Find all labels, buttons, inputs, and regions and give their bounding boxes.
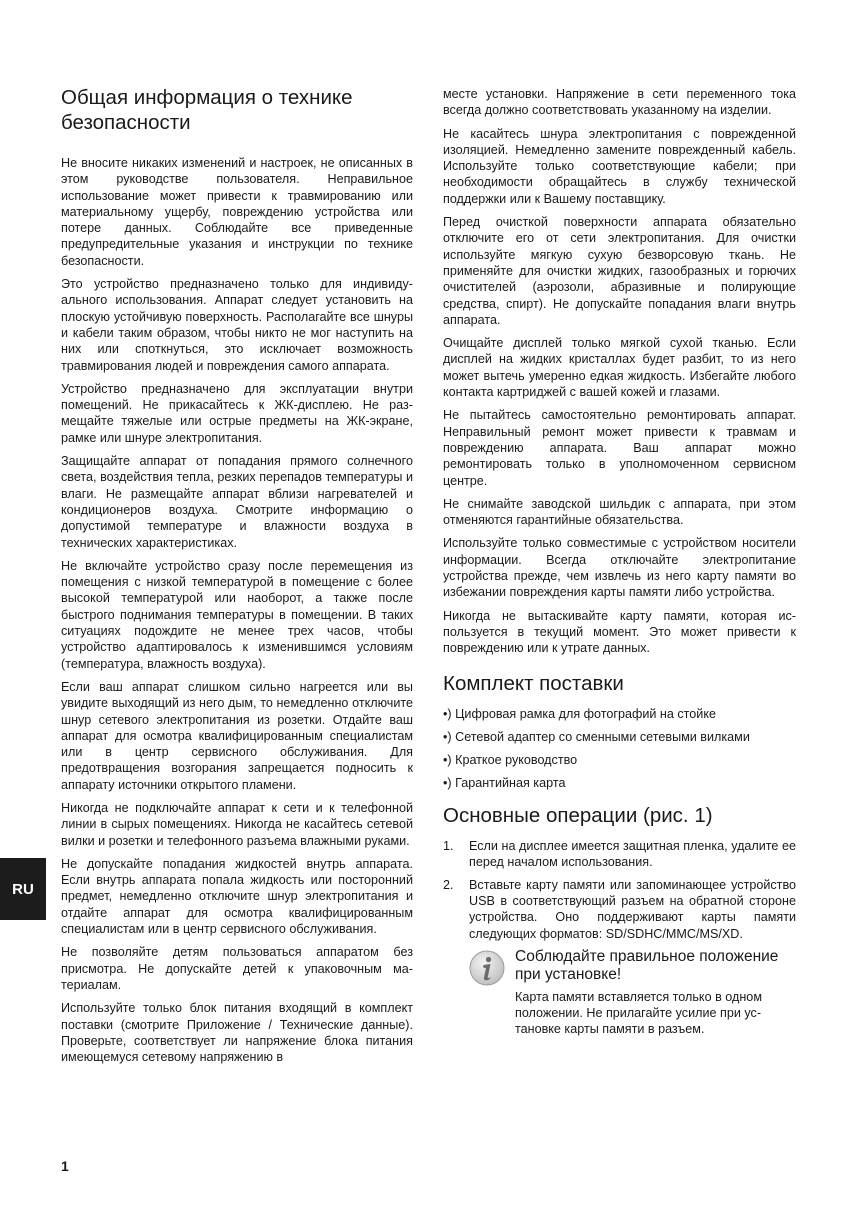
safety-paragraph-11: месте установки. Напряжение в сети переменного тока всегда должно соответствовать указанному на изделии. [443, 87, 796, 118]
ops-step [443, 838, 796, 871]
note-text: Карта памяти вставляется только в одном положении. Не прилагайте усилие при установке карты памяти в разъем. [515, 989, 762, 1037]
info-icon [469, 950, 505, 986]
safety-paragraph-17: Используйте только совместимые с устройством носители информации. Всегда отключайте электропитание устройства прежде, чем извлечь из него карту памяти во избежании повреждения карты памяти либо устройства. [443, 536, 796, 600]
list-item: •) Сетевой адаптер со сменными сетевыми вилками [443, 729, 750, 744]
step-number: 2. [443, 877, 454, 892]
safety-paragraph-18: Никогда не вытаскивайте карту памяти, которая используется в текущий момент. Это может привести к повреждению или к утрате данных. [443, 608, 796, 656]
step-number: 1. [443, 839, 454, 854]
safety-paragraph-16: Не снимайте заводской шильдик с аппарата, при этом отменяются гарантийные обязательства. [443, 496, 796, 528]
safety-paragraph-7: Никогда не подключайте аппарат к сети и к телефонной линии в сырых помещениях. Никогда не касайтесь сетевой вилки и розетки и телефонного разъема влажными руками. [61, 800, 413, 848]
safety-paragraph-2: Это устройство предназначено только для индивидуального использования. Аппарат следует установить на плоскую устойчивую поверхность. Располагайте все шнуры и кабели таким образом, чтобы никто не мог наступить на них или споткнуться, это исключает возможность травмирования людей и повреждения самого аппарата. [61, 277, 413, 373]
safety-paragraph-3: Устройство предназначено для эксплуатации внутри помещений. Не прикасайтесь к ЖК-дисплею. Не размещайте тяжелые или острые предметы на ЖК-экране, рамке или шнуре электропитания. [61, 381, 413, 445]
safety-paragraph-4: Защищайте аппарат от попадания прямого солнечного света, воздействия тепла, резких перепадов температуры и влаги. Не размещайте аппарат вблизи нагревателей и кондиционеров воздуха. Смотрите информацию о допустимой температуре и влажности воздуха в технических характеристиках. [61, 454, 413, 550]
list-item: •) Гарантийная карта [443, 775, 566, 790]
note-body [515, 948, 796, 1038]
safety-paragraph-8: Не допускайте попадания жидкостей внутрь аппарата. Если внутрь аппарата попала жидкость или посторонний предмет, немедленно отключите шнур электропитания и отдайте аппарат для осмотра квалифицированным специалистам или в центр сервисного обслуживания. [61, 856, 413, 937]
kit-list [443, 706, 796, 792]
kit-heading: Комплект поставки [443, 671, 624, 695]
safety-paragraph-10: Используйте только блок питания входящий в комплект поставки (смотрите Приложение / Технические данные). Проверьте, соответствует ли напряжение блока питания имеющемуся сетевому напряжению в [61, 1001, 413, 1065]
safety-paragraph-15: Не пытайтесь самостоятельно ремонтировать аппарат. Неправильный ремонт может привести к травмам и повреждению аппарата. Ваш аппарат можно ремонтировать только в уполномоченном сервисном центре. [443, 408, 796, 488]
right-column [443, 86, 796, 1038]
safety-paragraph-9: Не позволяйте детям пользоваться аппаратом без присмотра. Не допускайте детей к упаковочным материалам. [61, 945, 413, 992]
ops-list [443, 838, 796, 942]
language-tab: RU [0, 858, 46, 920]
info-note [469, 948, 796, 1038]
safety-heading: Общая информация о технике безопасности [61, 86, 353, 134]
note-title: Соблюдайте правильное положение при установке! [515, 947, 779, 984]
safety-paragraph-13: Перед очисткой поверхности аппарата обязательно отключите его от сети электропитания. Для очистки используйте мягкую сухую безворсовую ткань. Не применяйте для очистки жидких, газообразных и горючих очистителей (аэрозоли, абразивные и полирующие средства, спирт). Не допускайте попадания влаги внутрь аппарата. [443, 215, 796, 327]
ops-step [443, 877, 796, 942]
ops-heading: Основные операции (рис. 1) [443, 804, 713, 828]
list-item: •) Цифровая рамка для фотографий на стойке [443, 706, 716, 721]
safety-paragraph-14: Очищайте дисплей только мягкой сухой тканью. Если дисплей на жидких кристаллах будет разбит, то из него может вытечь умеренно едкая жидкость. Избегайте любого контакта картриджей с вашей кожей и глазами. [443, 336, 796, 400]
safety-paragraph-12: Не касайтесь шнура электропитания с поврежденной изоляцией. Немедленно замените поврежденный кабель. Используйте только соответствующие кабели; при необходимости обращайтесь в службу технической поддержки или к Вашему поставщику. [443, 126, 796, 206]
safety-paragraph-1: Не вносите никаких изменений и настроек, не описанных в этом руководстве пользователя. Неправильное использование может привести к травмированию или материальному ущербу, повреждению устройства или потере данных. Соблюдайте все приведенные предупредительные указания и инструкции по технике безопасности. [61, 156, 413, 268]
page-number: 1 [61, 1158, 69, 1174]
step-text: Вставьте карту памяти или запоминающее устройство USB в соответствующий разъем на обратной стороне устройства. Оно поддерживают карты памяти следующих форматов: SD/SDHC/MMC/MS/XD. [469, 877, 796, 941]
safety-paragraph-6: Если ваш аппарат слишком сильно нагреется или вы увидите выходящий из него дым, то немедленно отключите шнур сетевого электропитания из розетки. Отдайте ваш аппарат для осмотра квалифицированным специалистам или в центр сервисного обслуживания. Для предотвращения возгорания запрещается подносить к аппарату источники открытого пламени. [61, 679, 413, 792]
list-item: •) Краткое руководство [443, 752, 578, 767]
step-text: Если на дисплее имеется защитная пленка, удалите ее перед началом использования. [469, 839, 796, 870]
safety-paragraph-5: Не включайте устройство сразу после перемещения из помещения с низкой температурой в помещение с более высокой температурой или наоборот, а также после быстрого поднимания температуры в помещении. В таких ситуациях подождите не менее трех часов, чтобы устройство адаптировалось к изменившимся условиям (температура, влажность воздуха). [61, 558, 413, 671]
left-column [61, 85, 413, 1072]
